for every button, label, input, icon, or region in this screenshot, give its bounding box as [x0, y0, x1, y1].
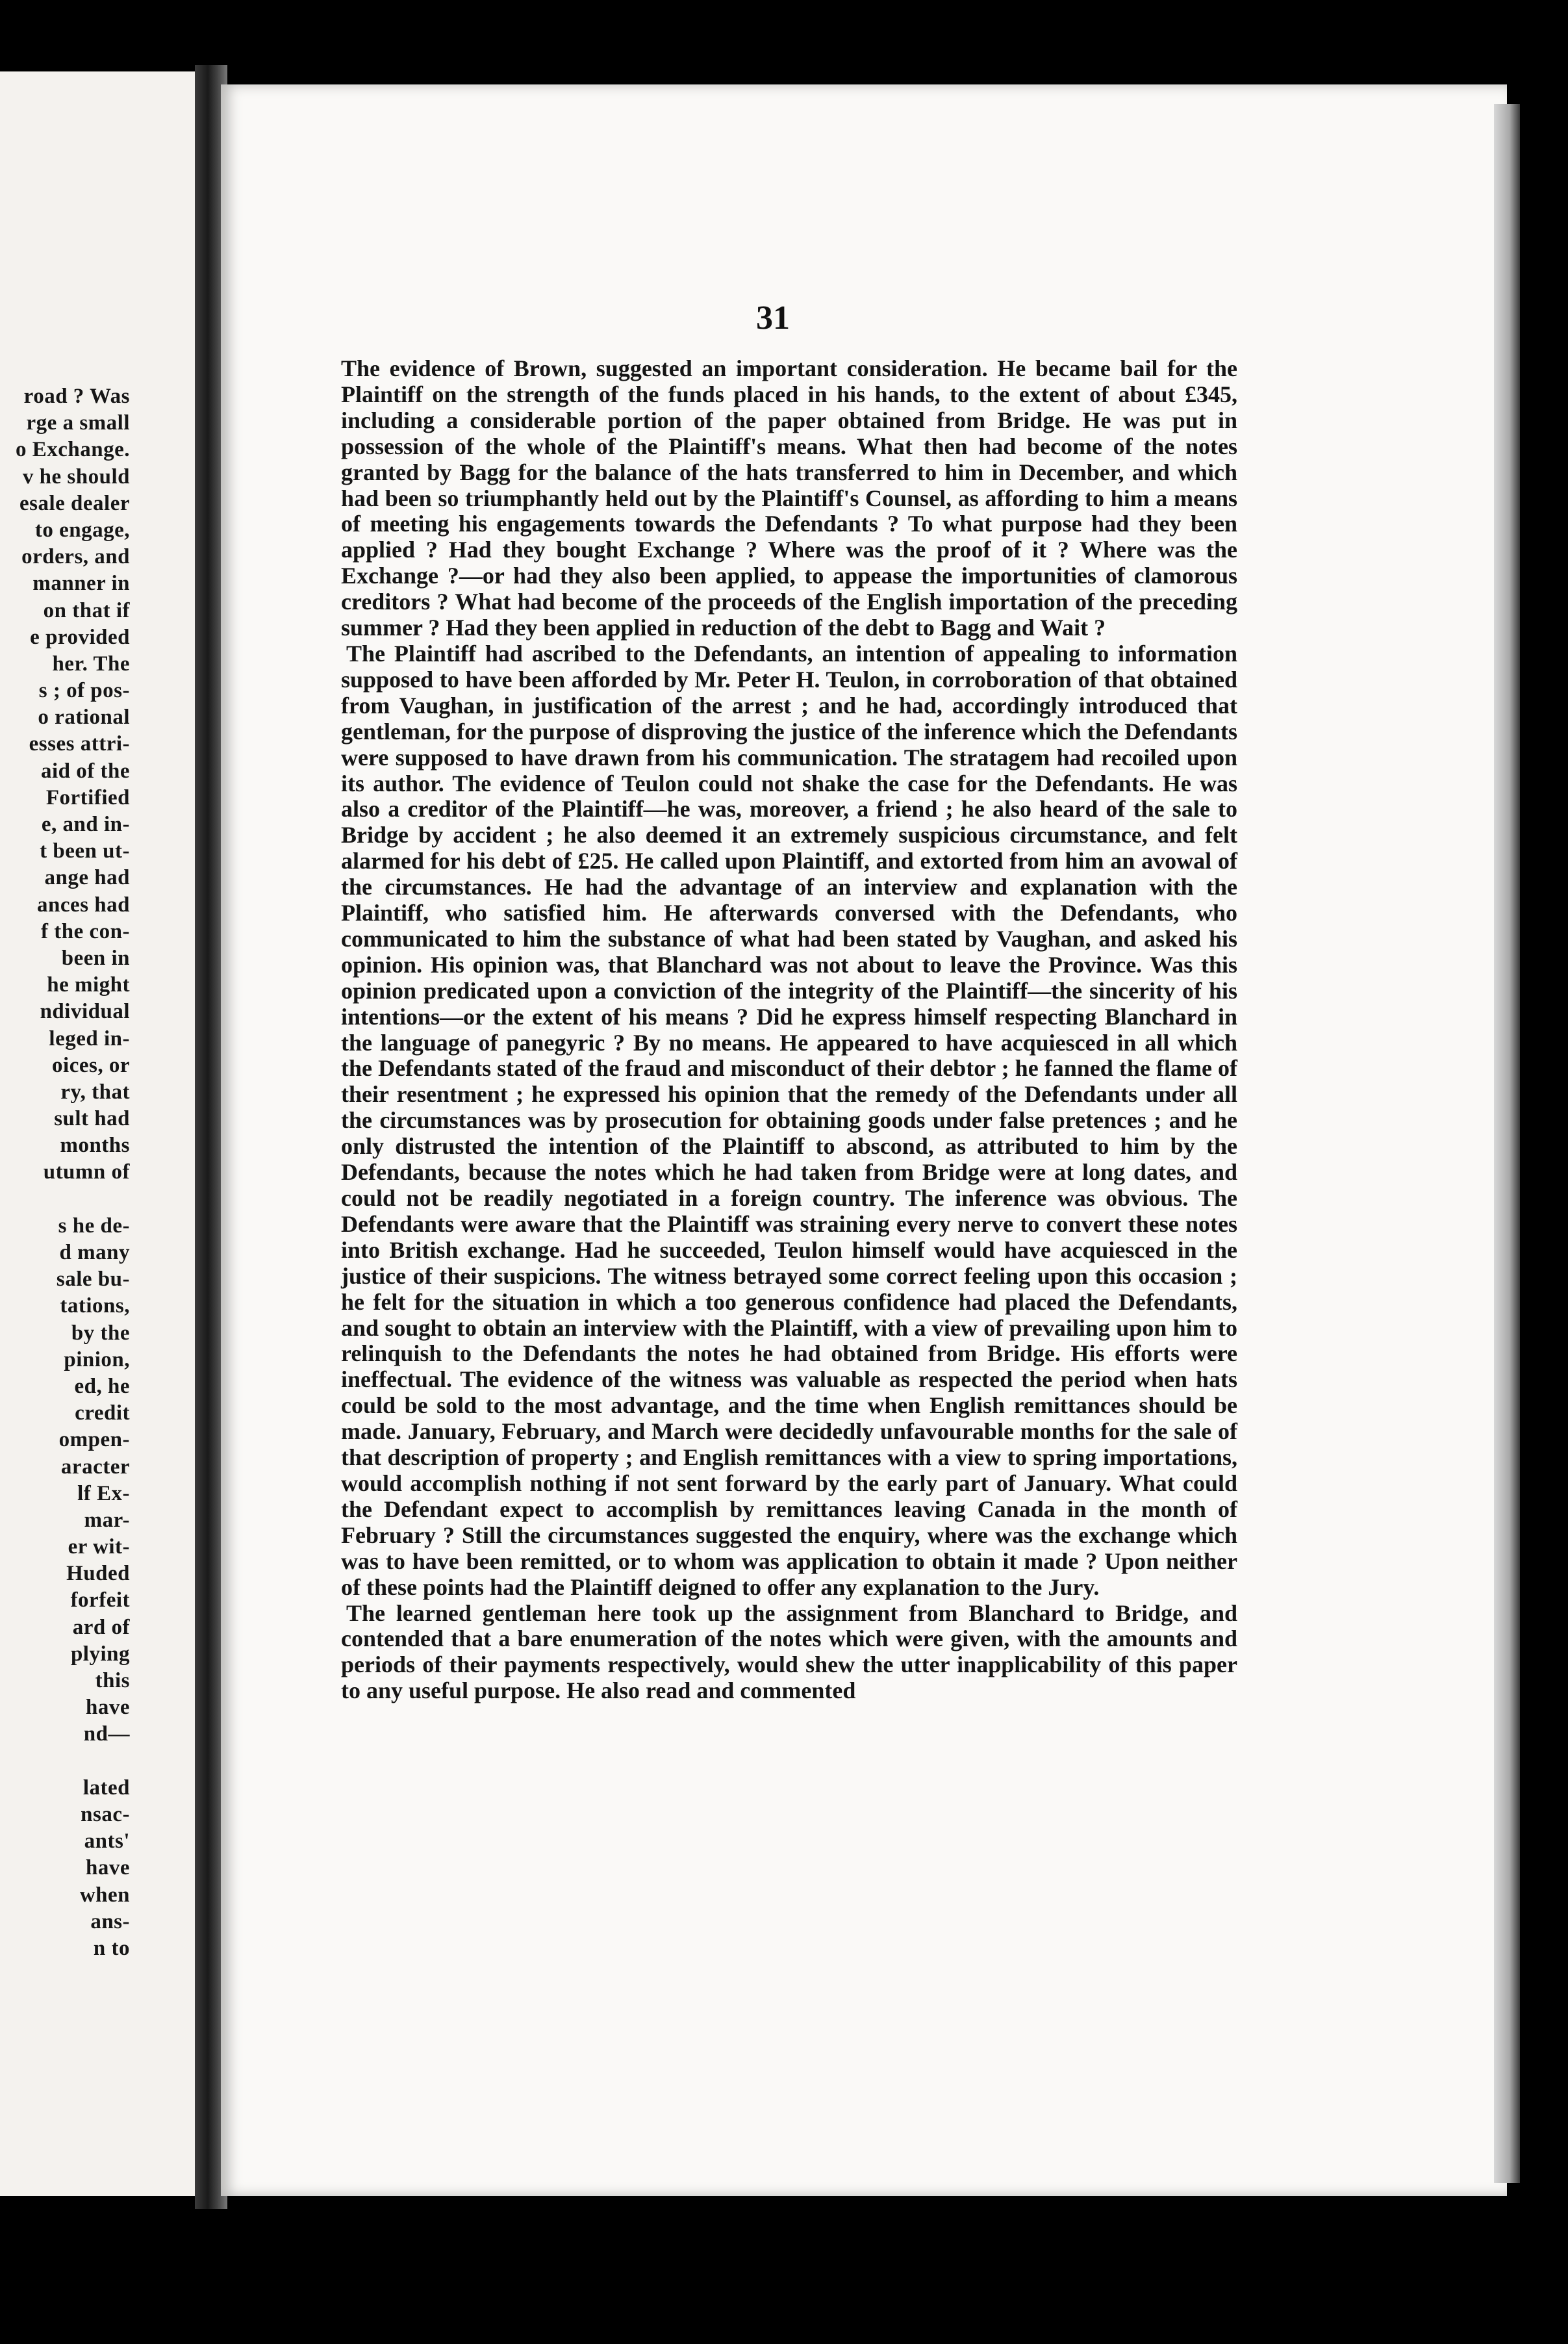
left-page-line: ances had: [37, 893, 130, 917]
paragraph-2: The Plaintiff had ascribed to the Defendants, an intention of appealing to information supposed to have been afforded by Mr. Peter H. Teulon, in corroboration of that obtained from Vaughan, in justification of the arrest ; and he had, accordingly introduced that gentleman, for the purpose of disproving the justice of the inference which the Defendants were supposed to have drawn from his communication. The stratagem had recoiled upon its author. The evidence of Teulon could not shake the case for the Defendants. He was also a creditor of the Plaintiff—he was, moreover, a friend ; he also heard of the sale to Bridge by accident ; he also deemed it an extremely suspicious circumstance, and felt alarmed for his debt of £25. He called upon Plaintiff, and extorted from him an avowal of the circumstances. He had the advantage of an interview and explanation with the Plaintiff, who satisfied him. He afterwards conversed with the Defendants, who communicated to him the substance of what had been stated by Vaughan, and asked his opinion. His opinion was, that Blanchard was not about to leave the Province. Was this opinion predicated upon a conviction of the integrity of the Plaintiff—the sincerity of his intentions—or the extent of his means ? Did he express himself respecting Blanchard in the language of panegyric ? By no means. He appeared to have acquiesced in all which the Defendants stated of the fraud and misconduct of their debtor ; he fanned the flame of their resentment ; he expressed his opinion that the remedy of the Defendants under all the circumstances was by prosecution for obtaining goods under false pretences ; and he only distrusted the intention of the Plaintiff to abscond, as attributed to him by the Defendants, because the notes which he had taken from Bridge were at long dates, and could not be readily negotiated in a foreign country. The inference was obvious. The Defendants were aware that the Plaintiff was straining every nerve to convert these notes into British exchange. Had he succeeded, Teulon himself would have acquiesced in the justice of their suspicions. The witness betrayed some correct feeling upon this occasion ; he felt for the situation in which a too generous confidence had placed the Defendants, and sought to obtain an interview with the Plaintiff, with a view of prevailing upon him to relinquish to the Defendants the notes he had obtained from Bridge. His efforts were ineffectual. The evidence of the witness was valuable as respected the period when hats could be sold to the most advantage, and the time when English remittances should be made. January, February, and March were decidedly unfavourable months for the sale of that description of property ; and English remittances with a view to spring importations, would accomplish nothing if not sent forward by the early part of January. What could the Defendant expect to accomplish by remittances leaving Canada in the month of February ? Still the circumstances suggested the enquiry, where was the exchange which was to have been remitted, or to whom was application to obtain it made ? Upon neither of these points had the Plaintiff deigned to offer any explanation to the Jury.: [341, 640, 1237, 1600]
left-page-line: esale dealer: [19, 491, 130, 515]
left-page-line: this: [95, 1669, 130, 1692]
left-page-line: aid of the: [41, 759, 130, 783]
left-page-line: on that if: [43, 598, 130, 622]
left-page-line: t been ut-: [40, 839, 130, 863]
left-page-line: e provided: [30, 625, 130, 649]
left-page-line: ompen-: [58, 1428, 130, 1452]
left-page-line: her. The: [52, 652, 130, 676]
left-page-line: ed, he: [74, 1374, 130, 1398]
left-page-line: ans-: [90, 1909, 130, 1933]
left-page-line: d many: [59, 1241, 130, 1264]
left-page-line: f the con-: [41, 919, 130, 943]
left-page-line: credit: [75, 1401, 130, 1425]
left-page-line: road ? Was: [23, 385, 130, 408]
left-page-line: s he de-: [58, 1214, 130, 1238]
left-page-line: Huded: [66, 1562, 130, 1586]
left-page-line: [0, 1748, 130, 1775]
left-page-line: sult had: [54, 1107, 130, 1131]
left-facing-page: [0, 71, 195, 2196]
left-page-line: been in: [61, 946, 130, 970]
left-page-line: ndividual: [40, 1000, 130, 1024]
left-page-line: have: [86, 1856, 130, 1880]
left-page-line: forfeit: [70, 1588, 130, 1612]
page-body: [341, 356, 1237, 1704]
left-page-line: plying: [70, 1642, 130, 1666]
left-page-line: o rational: [38, 706, 130, 730]
left-page-line: pinion,: [64, 1347, 130, 1371]
left-page-line: have: [86, 1696, 130, 1720]
left-page-line: leged in-: [49, 1026, 130, 1051]
left-page-line: lated: [82, 1776, 130, 1800]
left-page-line: oices, or: [52, 1053, 130, 1077]
left-page-line: Fortified: [45, 785, 130, 809]
left-page-line: manner in: [32, 572, 130, 596]
left-page-line: by the: [71, 1321, 130, 1345]
page-number: 31: [756, 299, 790, 337]
left-page-line: mar-: [84, 1508, 130, 1532]
paragraph-3: The learned gentleman here took up the assignment from Blanchard to Bridge, and contended that a bare enumeration of the notes which were given, with the amounts and periods of their payments respectively, would shew the utter inapplicability of this paper to any useful purpose. He also read and commented: [341, 1599, 1237, 1704]
left-page-line: when: [79, 1883, 130, 1907]
left-page-line: ard of: [72, 1615, 130, 1639]
left-page-line: v he should: [22, 465, 130, 489]
left-page-line: o Exchange.: [15, 438, 130, 462]
left-page-line: [0, 1186, 130, 1213]
left-page-line: nd—: [83, 1722, 130, 1746]
left-page-text: [0, 383, 130, 1962]
paragraph-1: The evidence of Brown, suggested an important consideration. He became bail for the Plaintiff on the strength of the funds placed in his hands, to the extent of about £345, including a considerable portion of the paper obtained from Bridge. He was put in possession of the whole of the Plaintiff's means. What then had become of the notes granted by Bagg for the balance of the hats transferred to him in December, and which had been so triumphantly held out by the Plaintiff's Counsel, as affording to him a means of meeting his engagements towards the Defendants ? To what purpose had they been applied ? Had they bought Exchange ? Where was the proof of it ? Where was the Exchange ?—or had they also been applied, to appease the importunities of clamorous creditors ? What had become of the proceeds of the English importation of the preceding summer ? Had they been applied in reduction of the debt to Bagg and Wait ?: [341, 355, 1237, 641]
left-page-line: ange had: [44, 866, 130, 890]
left-page-line: to engage,: [34, 518, 130, 542]
left-page-line: er wit-: [68, 1535, 130, 1559]
left-page-line: aracter: [60, 1455, 130, 1479]
left-page-line: ants': [84, 1829, 130, 1854]
left-page-line: orders, and: [21, 545, 130, 569]
left-page-line: s ; of pos-: [38, 679, 130, 703]
left-page-line: e, and in-: [41, 813, 130, 836]
left-page-line: tations,: [60, 1294, 130, 1318]
left-page-line: ry, that: [60, 1080, 130, 1104]
left-page-line: rge a small: [26, 411, 130, 435]
left-page-line: he might: [47, 973, 130, 997]
left-page-line: utumn of: [43, 1160, 130, 1184]
page-edge: [1494, 104, 1520, 2183]
left-page-line: esses attri-: [29, 732, 130, 756]
left-page-line: months: [60, 1134, 130, 1158]
left-page-line: lf Ex-: [77, 1481, 130, 1505]
left-page-line: nsac-: [81, 1802, 130, 1826]
left-page-line: n to: [93, 1936, 130, 1960]
left-page-line: sale bu-: [56, 1268, 130, 1292]
